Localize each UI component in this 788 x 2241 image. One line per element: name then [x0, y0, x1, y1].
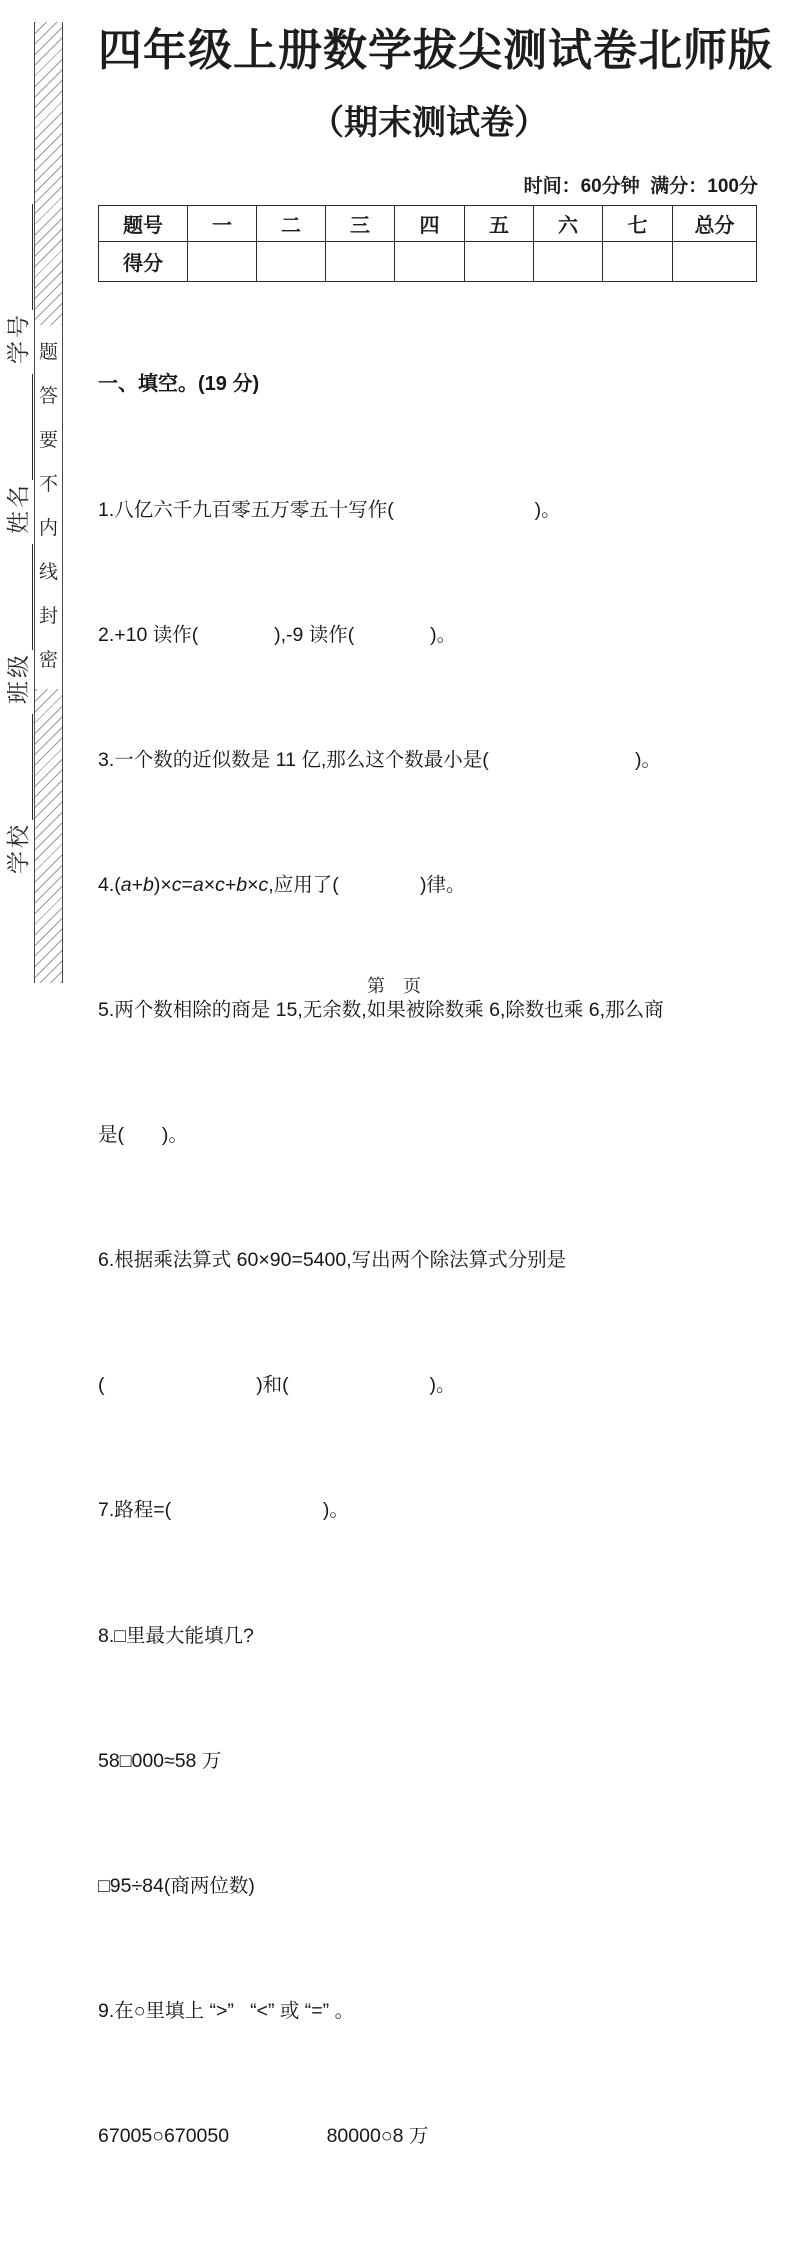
question-5-line-2: 是( )。 [98, 1124, 188, 1147]
seal-line-text: 题答要不内线封密 [35, 325, 62, 689]
section-heading: 一、填空。(19 分) [98, 373, 260, 396]
score-cell-2 [257, 242, 326, 282]
label-name: 姓名 [5, 482, 31, 534]
question-4-line: 4.(a+b)×c=a×c+b×c,应用了( )律。 [98, 873, 466, 896]
question-8-line-3: □95÷84(商两位数) [98, 1874, 255, 1897]
score-cell-3 [326, 242, 395, 282]
header-cell-1: 一 [188, 206, 257, 242]
question-6-line-2: ( )和( )。 [98, 1374, 456, 1397]
question-9-line-1: 9.在○里填上 “>” “<” 或 “=” 。 [98, 1999, 355, 2022]
exam-meta: 时间：60分钟 满分：100分 [523, 176, 758, 197]
score-cell-1 [188, 242, 257, 282]
question-1-line: 1.八亿六千九百零五万零五十写作( )。 [98, 498, 561, 521]
question-3-line: 3.一个数的近似数是 11 亿,那么这个数最小是( )。 [98, 748, 662, 771]
question-7-line: 7.路程=( )。 [98, 1499, 349, 1522]
label-school: 学校 [5, 822, 31, 874]
question-2-line: 2.+10 读作( ),-9 读作( )。 [98, 623, 457, 646]
question-5-line-1: 5.两个数相除的商是 15,无余数,如果被除数乘 6,除数也乘 6,那么商 [98, 998, 664, 1021]
question-6-line-1: 6.根据乘法算式 60×90=5400,写出两个除法算式分别是 [98, 1249, 567, 1272]
label-student-number: 学号 [5, 312, 31, 364]
school-blank-line [10, 714, 33, 820]
student-info-labels [0, 130, 30, 874]
header-cell-6: 六 [534, 206, 603, 242]
seal-line-strip [34, 22, 63, 983]
page-subtitle: （期末测试卷） [310, 104, 548, 142]
question-8-line-2: 58□000≈58 万 [98, 1749, 222, 1772]
header-cell-question-no: 题号 [99, 206, 188, 242]
question-9-line-2: 67005○670050 80000○8 万 [98, 2124, 429, 2147]
score-cell-4 [395, 242, 465, 282]
class-blank-line [10, 544, 33, 650]
score-cell-total [673, 242, 757, 282]
student-number-blank-line [10, 204, 33, 310]
score-cell-5 [465, 242, 534, 282]
page-title: 四年级上册数学拔尖测试卷北师版 [98, 26, 773, 75]
header-cell-3: 三 [326, 206, 395, 242]
score-cell-6 [534, 242, 603, 282]
header-cell-4: 四 [395, 206, 465, 242]
score-table-score-row [99, 242, 757, 282]
score-cell-7 [603, 242, 673, 282]
score-row-label: 得分 [99, 242, 188, 282]
header-cell-total: 总分 [673, 206, 757, 242]
page-footer: 第 页 [367, 976, 421, 996]
score-table [98, 205, 757, 282]
question-8-line-1: 8.□里最大能填几? [98, 1624, 254, 1647]
name-blank-line [10, 374, 33, 480]
header-cell-7: 七 [603, 206, 673, 242]
score-table-header-row [99, 206, 757, 242]
label-class: 班级 [5, 652, 31, 704]
header-cell-2: 二 [257, 206, 326, 242]
questions-section [98, 281, 778, 2241]
header-cell-5: 五 [465, 206, 534, 242]
